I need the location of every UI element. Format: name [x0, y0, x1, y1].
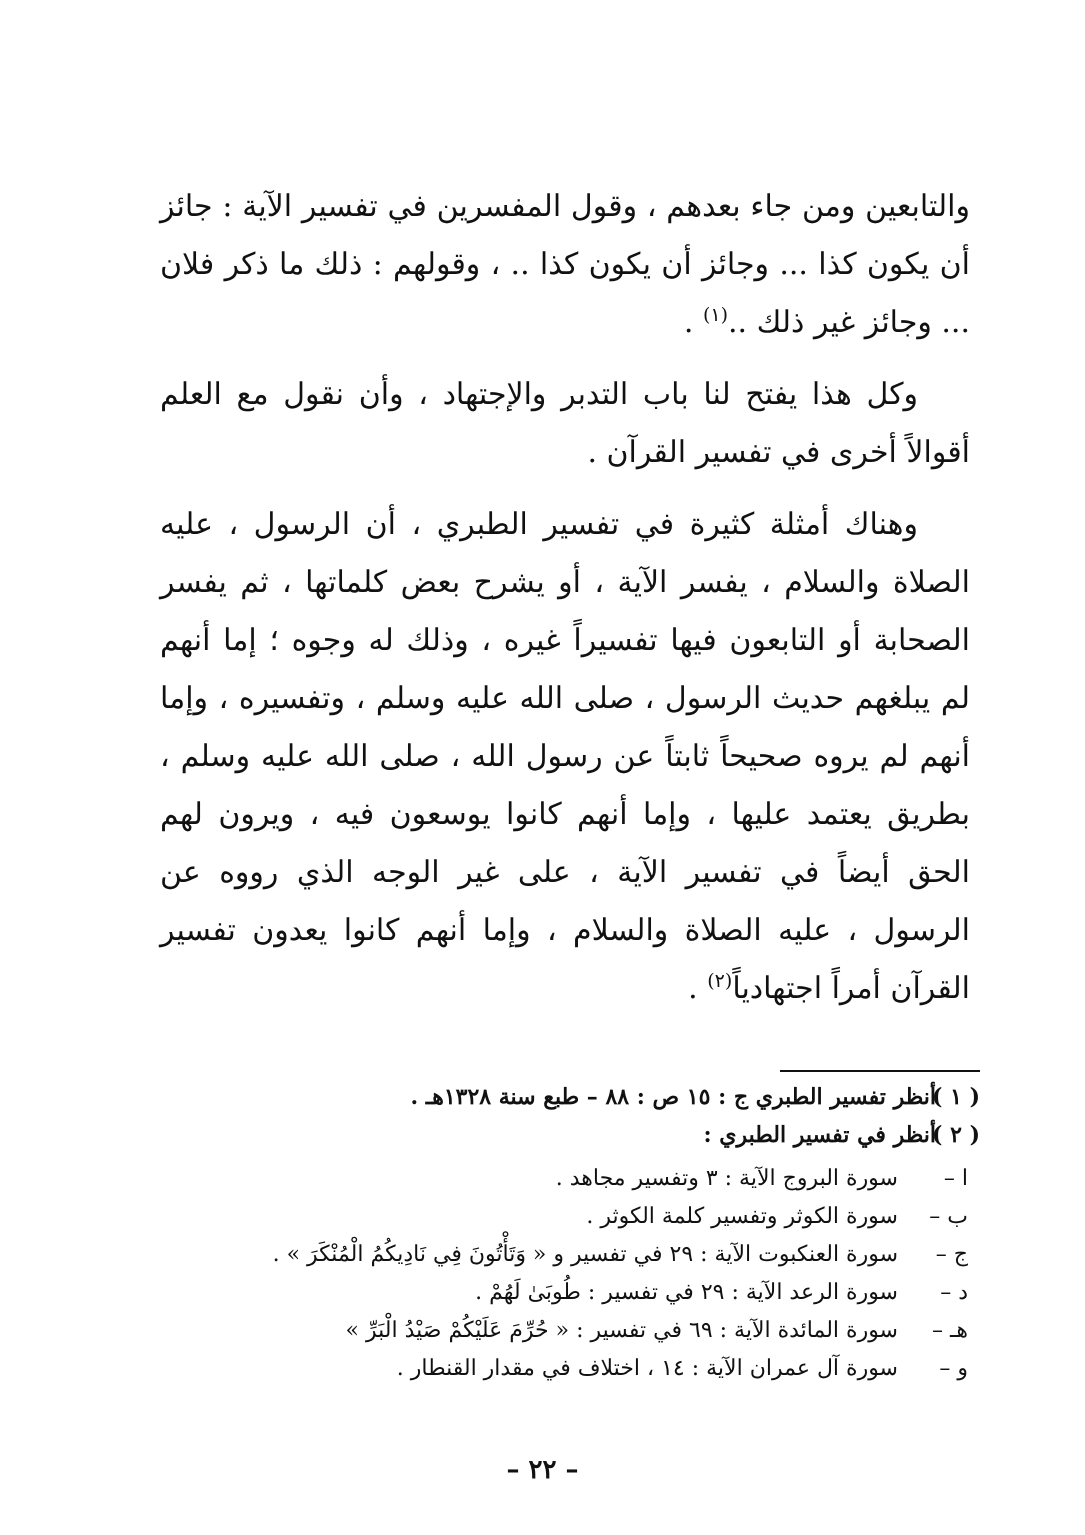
paragraph-1-text: والتابعين ومن جاء بعدهم ، وقول المفسرين في تفسير الآية : جائز أن يكون كذا ... وجائز أن يكون كذا .. ، وقولهم : ذلك ما ذكر فلان ... وجائز غير ذلك .. — [160, 189, 970, 340]
list-item-text: سورة الرعد الآية : ٢٩ في تفسير : طُوبَىٰ لَهُمْ . — [475, 1280, 898, 1305]
list-item-letter: ا – — [943, 1166, 968, 1191]
paragraph-1-tail: . — [683, 305, 703, 340]
footnote-2-text: أنظر في تفسير الطبري : — [703, 1122, 936, 1148]
list-item-letter: هـ – — [931, 1318, 968, 1343]
footnote-2 — [150, 1116, 980, 1154]
list-item — [150, 1350, 980, 1388]
footnote-1 — [150, 1078, 980, 1116]
list-item-letter: ب – — [929, 1204, 968, 1229]
list-item — [150, 1312, 980, 1350]
page-number: – ٢٢ – — [506, 1455, 579, 1485]
list-item-text: سورة البروج الآية : ٣ وتفسير مجاهد . — [555, 1166, 898, 1191]
list-item-text: سورة المائدة الآية : ٦٩ في تفسير : « حُرِّمَ عَلَيْكُمْ صَيْدُ الْبَرِّ » — [345, 1318, 898, 1343]
paragraph-3-tail: . — [688, 971, 708, 1006]
paragraph-3 — [160, 496, 970, 1018]
list-item-letter: د – — [940, 1280, 968, 1305]
footnote-marker-1[interactable]: (١) — [702, 304, 729, 326]
paragraph-2 — [160, 366, 970, 482]
list-item — [150, 1160, 980, 1198]
list-item — [150, 1236, 980, 1274]
footnote-1-text: أنظر تفسير الطبري ج : ١٥ ص : ٨٨ – طبع سنة ١٣٢٨هـ . — [410, 1084, 936, 1110]
paragraph-3-text: وهناك أمثلة كثيرة في تفسير الطبري ، أن الرسول ، عليه الصلاة والسلام ، يفسر الآية ، أو يشرح بعض كلماتها ، ثم يفسر الصحابة أو التابعون فيها تفسيراً غيره ، وذلك له وجوه ؛ إما أنهم لم يبلغهم حديث الرسول ، صلى الله عليه وسلم ، وتفسيره ، وإما أنهم لم يروه صحيحاً ثابتاً عن رسول الله ، صلى الله عليه وسلم ، بطريق يعتمد عليها ، وإما أنهم كانوا يوسعون فيه ، ويرون لهم الحق أيضاً في تفسير الآية ، على غير الوجه الذي رووه عن الرسول ، عليه الصلاة والسلام ، وإما أنهم كانوا يعدون تفسير القرآن أمراً اجتهادياً — [160, 507, 970, 1006]
main-text — [160, 178, 970, 1032]
footnote-2-number: ( ٢ ) — [932, 1122, 980, 1148]
footnotes — [150, 1078, 980, 1388]
paragraph-1 — [160, 178, 970, 352]
list-item-letter: ج – — [935, 1242, 968, 1267]
list-item — [150, 1274, 980, 1312]
list-item-text: سورة آل عمران الآية : ١٤ ، اختلاف في مقدار القنطار . — [396, 1356, 898, 1381]
list-item — [150, 1198, 980, 1236]
paragraph-2-text: وكل هذا يفتح لنا باب التدبر والإجتهاد ، وأن نقول مع العلم أقوالاً أخرى في تفسير القرآن . — [160, 377, 970, 470]
list-item-text: سورة العنكبوت الآية : ٢٩ في تفسير و « وَتَأْتُونَ فِي نَادِيكُمُ الْمُنْكَرَ » . — [272, 1242, 898, 1267]
footnote-1-number: ( ١ ) — [932, 1084, 980, 1110]
list-item-letter: و – — [939, 1356, 968, 1381]
list-item-text: سورة الكوثر وتفسير كلمة الكوثر . — [586, 1204, 898, 1229]
footnote-divider — [780, 1070, 980, 1072]
footnote-marker-2[interactable]: (٢) — [707, 970, 733, 992]
footnote-2-list — [150, 1160, 980, 1388]
